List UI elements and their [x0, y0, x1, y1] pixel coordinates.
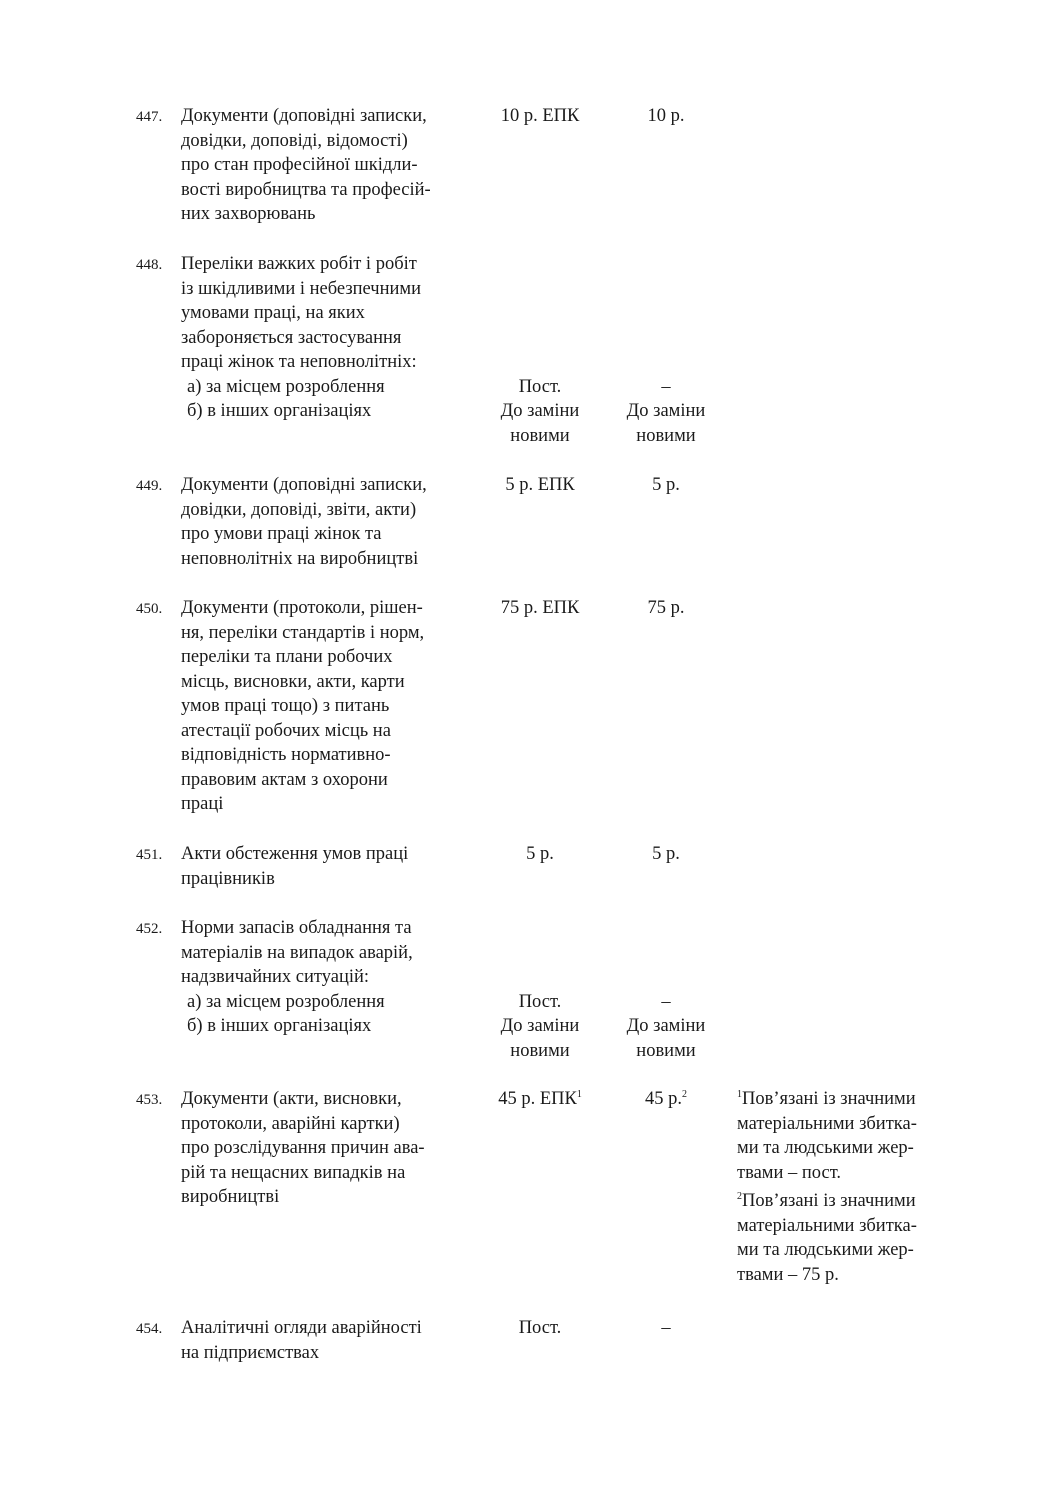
- entry-title: [181, 596, 469, 817]
- entry-number: 451.: [136, 847, 163, 863]
- title-line: правовим актам з охорони: [181, 769, 388, 790]
- title-line: матеріалів на випадок аварій,: [181, 942, 413, 963]
- title-line: Акти обстеження умов праці: [181, 844, 409, 864]
- entry-number: 453.: [136, 1092, 163, 1108]
- retention-institution: 75 р. ЕПК: [500, 598, 580, 618]
- title-line: вості виробництва та професій-: [181, 179, 431, 200]
- entry-title: [181, 1087, 469, 1210]
- retention-institution: Пост. До заміни новими: [500, 991, 580, 1061]
- retention-other: 75 р.: [647, 598, 685, 618]
- sub-item-label: б) в інших організаціях: [187, 1016, 372, 1036]
- title-line: виробництві: [181, 1187, 280, 1207]
- title-line: переліки та плани робочих: [181, 647, 393, 667]
- sub-item-label: б) в інших організаціях: [187, 401, 372, 421]
- entry-notes: [737, 1087, 949, 1287]
- retention-institution: 5 р.: [526, 844, 554, 864]
- footnote-marker: 1: [576, 1088, 582, 1100]
- title-line: рій та нещасних випадків на: [181, 1162, 406, 1183]
- title-line: Документи (акти, висновки,: [181, 1089, 402, 1109]
- entry-title: [181, 252, 469, 424]
- retention-other: 5 р.: [652, 844, 680, 864]
- title-line: праці: [181, 794, 224, 814]
- footnote-marker: 1: [737, 1089, 742, 1100]
- retention-other: 5 р.: [652, 475, 680, 495]
- title-line: довідки, доповіді, звіти, акти): [181, 499, 417, 520]
- title-line: Документи (доповідні записки,: [181, 475, 427, 495]
- title-line: місць, висновки, акти, карти: [181, 671, 405, 692]
- title-line: них захворювань: [181, 204, 316, 224]
- title-line: про умови праці жінок та: [181, 524, 382, 544]
- title-line: про стан професійної шкідли-: [181, 155, 418, 175]
- title-line: Документи (доповідні записки,: [181, 106, 427, 126]
- entry-number: 452.: [136, 921, 163, 937]
- title-line: про розслідування причин ава-: [181, 1138, 425, 1158]
- title-line: надзвичайних ситуацій:: [181, 967, 370, 987]
- title-line: протоколи, аварійні картки): [181, 1113, 400, 1134]
- retention-other: 45 р.$^2$: [645, 1088, 687, 1109]
- retention-other: –: [661, 1318, 671, 1338]
- sub-item-label: а) за місцем розроблення: [187, 376, 385, 397]
- title-line: Аналітичні огляди аварійності: [181, 1318, 422, 1338]
- entry-title: [181, 1316, 469, 1365]
- retention-institution: 5 р. ЕПК: [505, 475, 575, 495]
- title-line: із шкідливими і небезпечними: [181, 278, 422, 299]
- entry-title: [181, 842, 469, 891]
- title-line: забороняється застосування: [181, 327, 402, 348]
- title-line: довідки, доповіді, відомості): [181, 130, 408, 151]
- footnote-1: $^1$Пов’язані із значними матеріальними збитка- ми та людськими жер- твами – пост.: [737, 1089, 917, 1183]
- entry-title: [181, 916, 469, 1039]
- title-line: праці жінок та неповнолітніх:: [181, 352, 417, 372]
- title-line: відповідність нормативно-: [181, 745, 391, 765]
- title-line: працівників: [181, 868, 275, 889]
- entry-number: 448.: [136, 257, 163, 273]
- footnote-2: $^2$Пов’язані із значними матеріальними збитка- ми та людськими жер- твами – 75 р.: [737, 1191, 917, 1285]
- entry-number: 450.: [136, 601, 163, 617]
- title-line: атестації робочих місць на: [181, 720, 391, 741]
- retention-other: – До заміни новими: [626, 376, 706, 446]
- retention-other: 10 р.: [647, 106, 685, 126]
- retention-institution: Пост.: [518, 1318, 562, 1338]
- title-line: на підприємствах: [181, 1342, 320, 1363]
- footnote-marker: 2: [682, 1088, 687, 1100]
- entry-number: 449.: [136, 478, 163, 494]
- title-line: Переліки важких робіт і робіт: [181, 254, 417, 274]
- title-line: неповнолітніх на виробництві: [181, 548, 419, 569]
- title-line: ня, переліки стандартів і норм,: [181, 622, 425, 643]
- footnote-marker: 2: [737, 1191, 742, 1202]
- title-line: умов праці тощо) з питань: [181, 696, 390, 716]
- title-line: умовами праці, на яких: [181, 303, 365, 323]
- title-line: Норми запасів обладнання та: [181, 918, 412, 938]
- entry-title: [181, 104, 469, 227]
- retention-institution: Пост. До заміни новими: [500, 376, 580, 446]
- entry-number: 454.: [136, 1321, 163, 1337]
- title-line: Документи (протоколи, рішен-: [181, 598, 423, 618]
- sub-item-label: а) за місцем розроблення: [187, 991, 385, 1012]
- retention-institution: 45 р. ЕПК$^1$: [498, 1088, 582, 1109]
- retention-other: – До заміни новими: [626, 991, 706, 1061]
- entry-number: 447.: [136, 109, 163, 125]
- retention-institution: 10 р. ЕПК: [500, 106, 580, 126]
- entry-title: [181, 473, 469, 571]
